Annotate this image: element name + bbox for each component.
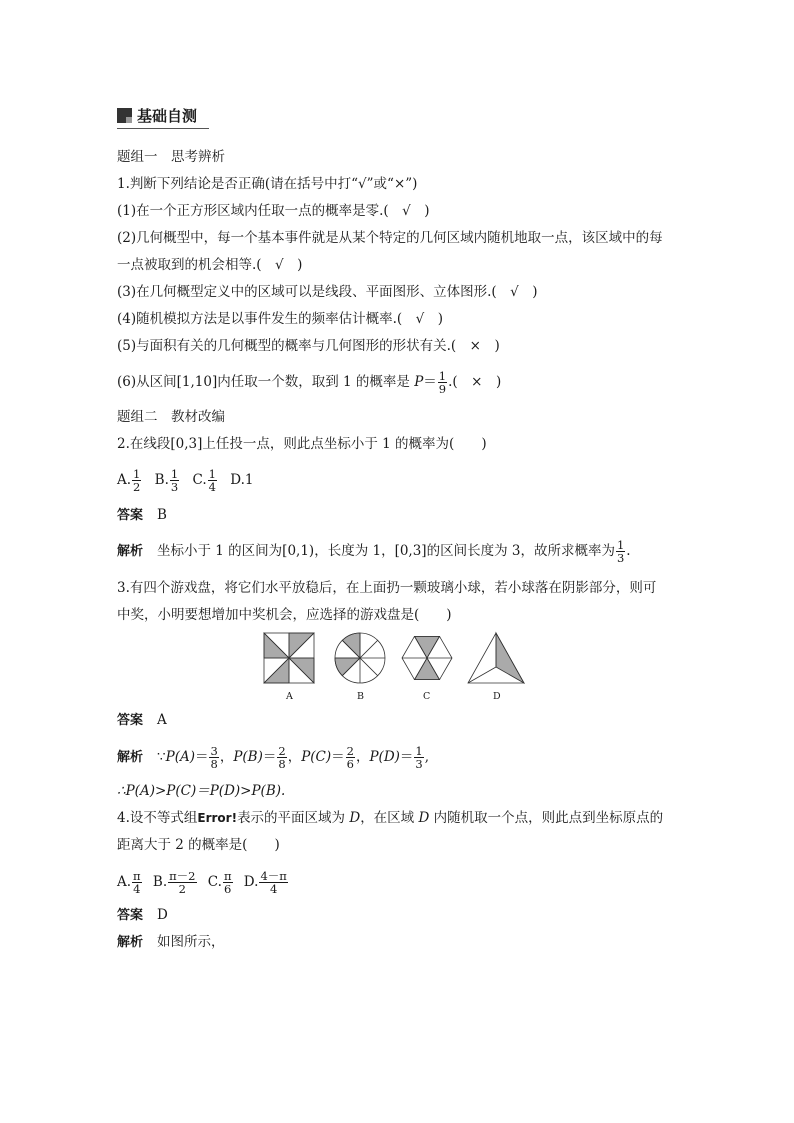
q4-stem-text-b: 表示的平面区域为 — [237, 810, 350, 826]
figure-d-triangle — [468, 633, 524, 683]
figure-label-c: C — [423, 691, 431, 702]
q4-stem-text-d: 内随机取一个点，则此点到坐标原点的 — [429, 810, 664, 826]
answer-label: 答案 — [117, 908, 144, 923]
eq: ＝ — [262, 749, 277, 765]
prob-b: P(B) — [233, 749, 263, 765]
q3-figures — [262, 631, 542, 706]
game-boards-svg — [262, 631, 542, 691]
analysis-text: 坐标小于 1 的区间为[0,1)，长度为 1，[0,3]的区间长度为 3，故所求概率为 — [157, 543, 615, 559]
sep: ， — [355, 749, 370, 765]
q1-item-1: (1)在一个正方形区域内任取一点的概率是零.( √ ) — [117, 203, 430, 219]
q1-item-6-mark: .( × ) — [448, 374, 502, 390]
q4-option-d-fraction — [259, 870, 287, 895]
q1-item-6-text: (6)从区间[1,10]内任取一个数，取到 1 的概率是 — [117, 374, 415, 390]
fraction-numerator: 2 — [346, 744, 354, 758]
answer-label: 答案 — [117, 508, 144, 523]
prob-b-fraction — [277, 745, 286, 770]
fraction-numerator: 3 — [210, 744, 218, 758]
group1-title: 题组一 思考辨析 — [117, 149, 225, 165]
analysis-end: . — [626, 543, 631, 559]
fraction-denominator: 3 — [170, 480, 179, 494]
fraction-numerator: π — [223, 869, 232, 883]
q3-answer — [117, 710, 167, 731]
q3-stem-2: 中奖，小明要想增加中奖机会，应选择的游戏盘是( ) — [117, 607, 452, 623]
q4-var-d: D — [349, 810, 361, 826]
fraction-numerator: 1 — [170, 467, 179, 481]
fraction-denominator: 6 — [346, 757, 354, 771]
q2-stem: 2.在线段[0,3]上任投一点，则此点坐标小于 1 的概率为( ) — [117, 436, 487, 452]
fraction-numerator: 1 — [133, 467, 141, 481]
q1-item-5: (5)与面积有关的几何概型的概率与几何图形的形状有关.( × ) — [117, 338, 500, 354]
q1-item-6 — [117, 370, 501, 395]
fraction-denominator: 8 — [278, 757, 286, 771]
section-title: 基础自测 — [137, 107, 198, 125]
figure-label-a: A — [286, 691, 293, 702]
prob-c-fraction — [346, 745, 355, 770]
fraction-numerator: 1 — [415, 744, 423, 758]
fraction-denominator: 6 — [224, 882, 232, 896]
analysis-fraction — [616, 539, 625, 564]
fraction-denominator: 2 — [178, 882, 186, 896]
q4-option-a-fraction — [132, 870, 142, 895]
sep: ， — [219, 749, 234, 765]
q3-stem-1: 3.有四个游戏盘，将它们水平放稳后，在上面扔一颗玻璃小球，若小球落在阴影部分，则可 — [117, 580, 657, 596]
fraction-numerator: π — [133, 869, 141, 883]
fraction-numerator: 2 — [278, 744, 286, 758]
figure-c-hexagon — [402, 636, 452, 679]
q4-stem-text-a: 4.设不等式组 — [117, 810, 198, 826]
q4-stem-2: 距离大于 2 的概率是( ) — [117, 837, 280, 853]
q4-stem-1 — [117, 808, 663, 828]
fraction-numerator: 1 — [616, 538, 625, 552]
fraction-denominator: 8 — [210, 757, 218, 771]
q3-conclusion: ∴P(A)>P(C)＝P(D)>P(B). — [117, 783, 286, 799]
q4-analysis — [117, 932, 225, 953]
q4-stem-text-c: ，在区域 — [360, 810, 419, 826]
prob-d-fraction — [414, 745, 423, 770]
prob-c: P(C) — [301, 749, 332, 765]
q4-option-a-label: A. — [117, 874, 132, 890]
fraction-denominator: 3 — [415, 757, 423, 771]
q4-option-b-fraction — [168, 870, 196, 895]
fraction-denominator: 2 — [133, 480, 141, 494]
answer-value: B — [157, 507, 167, 523]
q4-option-b-label: B. — [152, 874, 168, 890]
analysis-text: 如图所示， — [157, 934, 225, 950]
q1-item-4: (4)随机模拟方法是以事件发生的频率估计概率.( √ ) — [117, 311, 444, 327]
analysis-label: 解析 — [117, 935, 144, 950]
q2-option-b-label: B. — [154, 472, 169, 488]
q1-item-2b: 一点被取到的机会相等.( √ ) — [117, 257, 303, 273]
q1-item-6-eq: ＝ — [423, 374, 437, 390]
eq: ＝ — [194, 749, 209, 765]
answer-value: D — [157, 907, 168, 923]
since-symbol: ∵ — [157, 749, 166, 765]
q2-option-b-fraction — [170, 468, 179, 493]
fraction-numerator: π－2 — [169, 869, 196, 883]
answer-value: A — [157, 712, 167, 728]
fraction-numerator: 1 — [208, 467, 216, 481]
q2-analysis — [117, 539, 631, 564]
q1-item-3: (3)在几何概型定义中的区域可以是线段、平面图形、立体图形.( √ ) — [117, 284, 538, 300]
answer-label: 答案 — [117, 713, 144, 728]
eq: ＝ — [331, 749, 345, 765]
q4-answer — [117, 905, 168, 926]
figure-label-d: D — [493, 691, 501, 702]
q1-stem: 1.判断下列结论是否正确(请在括号中打“√”或“×”) — [117, 176, 418, 192]
fraction-numerator: 4－π — [260, 869, 287, 883]
fraction-denominator: 3 — [616, 551, 625, 565]
analysis-label: 解析 — [117, 544, 144, 559]
q2-options — [117, 468, 254, 493]
analysis-label: 解析 — [117, 750, 144, 765]
q4-var-d2: D — [418, 810, 430, 826]
prob-a: P(A) — [165, 749, 195, 765]
q2-option-a-fraction — [132, 468, 141, 493]
q1-item-2a: (2)几何概型中，每一个基本事件就是从某个特定的几何区域内随机地取一点，该区域中的每 — [117, 230, 663, 246]
q2-option-a-label: A. — [117, 472, 132, 488]
q2-option-c-label: C. — [192, 472, 207, 488]
fraction-denominator: 4 — [208, 480, 216, 494]
q4-option-c-label: C. — [207, 874, 222, 890]
section-square-icon — [117, 108, 132, 123]
sep: ， — [287, 749, 302, 765]
q2-option-d-label: D.1 — [230, 472, 254, 488]
figure-b-circle — [335, 633, 385, 683]
prob-a-fraction — [209, 745, 218, 770]
q2-answer — [117, 505, 167, 526]
fraction-denominator: 4 — [133, 882, 141, 896]
q3-analysis — [117, 745, 429, 770]
q4-option-c-fraction — [223, 870, 233, 895]
fraction-denominator: 4 — [269, 882, 278, 896]
q1-item-6-var: P — [414, 374, 424, 390]
q1-item-6-fraction — [438, 370, 447, 395]
q4-error-text: Error! — [197, 811, 238, 825]
q2-option-c-fraction — [208, 468, 217, 493]
fraction-denominator: 9 — [438, 382, 447, 396]
q4-options — [117, 870, 289, 895]
section-header-rule — [117, 128, 209, 129]
q4-option-d-label: D. — [243, 874, 259, 890]
tail: , — [424, 749, 430, 765]
fraction-numerator: 1 — [438, 369, 447, 383]
group2-title: 题组二 教材改编 — [117, 409, 225, 425]
eq: ＝ — [399, 749, 414, 765]
prob-d: P(D) — [369, 749, 400, 765]
figure-a-square — [264, 633, 314, 683]
figure-label-b: B — [357, 691, 364, 702]
